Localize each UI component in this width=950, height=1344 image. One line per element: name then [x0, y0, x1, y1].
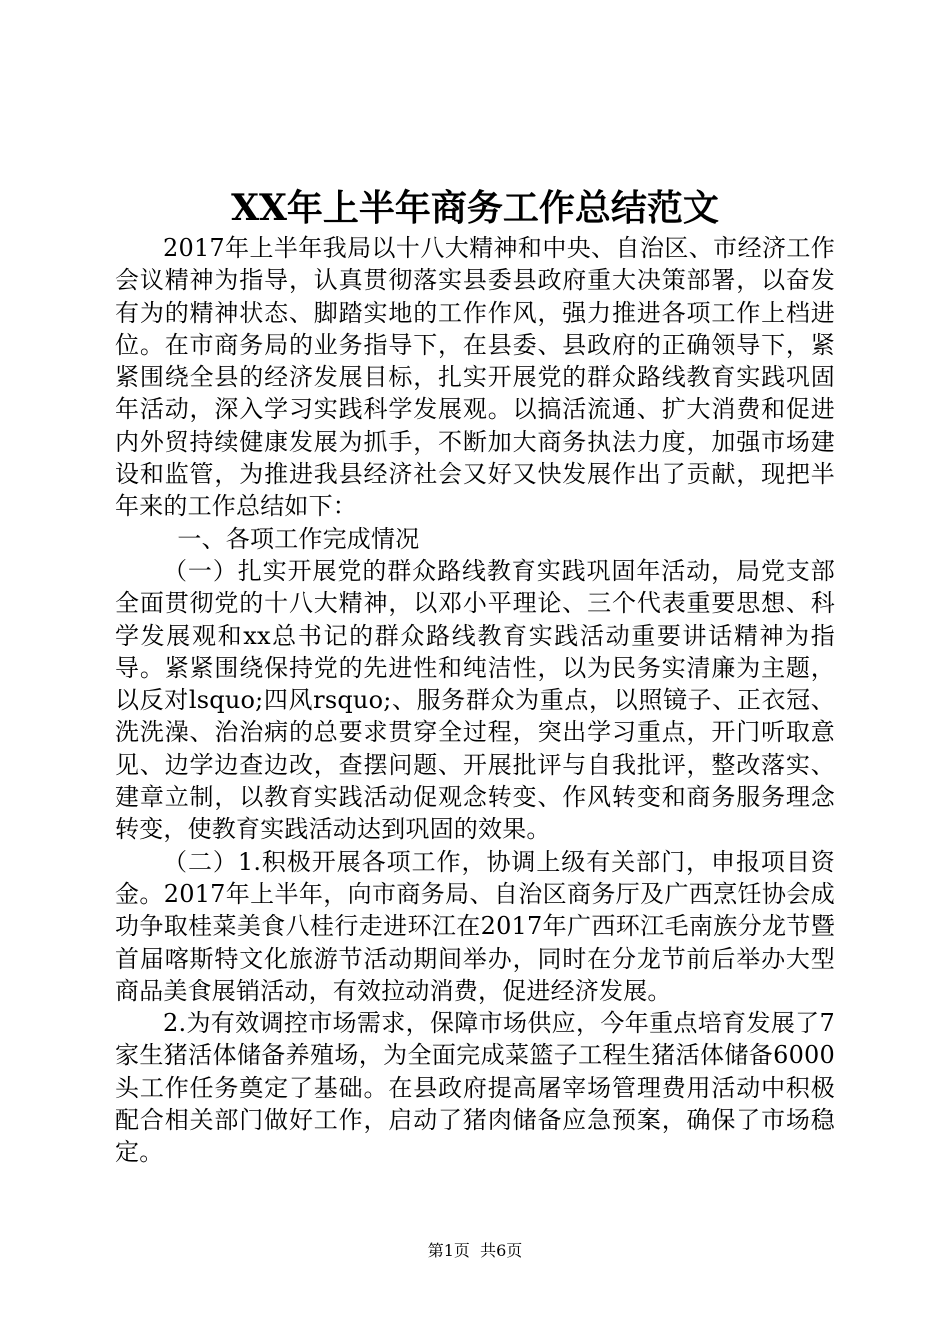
document-body — [115, 232, 835, 1169]
page-number: 第1页 — [427, 1241, 470, 1260]
page-footer — [0, 1240, 950, 1262]
paragraph-part-one: （一）扎实开展党的群众路线教育实践巩固年活动，局党支部全面贯彻党的十八大精神，以邓小平理论、三个代表重要思想、科学发展观和xx总书记的群众路线教育实践活动重要讲话精神为指导。紧紧围绕保持党的先进性和纯洁性，以为民务实清廉为主题，以反对lsquo;四风rsquo;、服务群众为重点，以照镜子、正衣冠、洗洗澡、治治病的总要求贯穿全过程，突出学习重点，开门听取意见、边学边查边改，查摆问题、开展批评与自我批评，整改落实、建章立制，以教育实践活动促观念转变、作风转变和商务服务理念转变，使教育实践活动达到巩固的效果。 — [115, 556, 835, 844]
paragraph-item-two: 2.为有效调控市场需求，保障市场供应，今年重点培育发展了7家生猪活体储备养殖场，为全面完成菜篮子工程生猪活体储备6000头工作任务奠定了基础。在县政府提高屠宰场管理费用活动中积极配合相关部门做好工作，启动了猪肉储备应急预案，确保了市场稳定。 — [115, 1009, 835, 1167]
section-heading: 一、各项工作完成情况 — [177, 524, 420, 553]
page-total: 共6页 — [480, 1241, 523, 1260]
paragraph-intro: 2017年上半年我局以十八大精神和中央、自治区、市经济工作会议精神为指导，认真贯彻落实县委县政府重大决策部署，以奋发有为的精神状态、脚踏实地的工作作风，强力推进各项工作上档进位。在市商务局的业务指导下，在县委、县政府的正确领导下，紧紧围绕全县的经济发展目标，扎实开展党的群众路线教育实践巩固年活动，深入学习实践科学发展观。以搞活流通、扩大消费和促进内外贸持续健康发展为抓手，不断加大商务执法力度，加强市场建设和监管，为推进我县经济社会又好又快发展作出了贡献，现把半年来的工作总结如下： — [115, 234, 835, 521]
document-title: XX年上半年商务工作总结范文 — [231, 187, 719, 229]
paragraph-part-two: （二）1.积极开展各项工作，协调上级有关部门，申报项目资金。2017年上半年，向市商务局、自治区商务厅及广西烹饪协会成功争取桂菜美食八桂行走进环江在2017年广西环江毛南族分龙节暨首届喀斯特文化旅游节活动期间举办，同时在分龙节前后举办大型商品美食展销活动，有效拉动消费，促进经济发展。 — [115, 847, 835, 1005]
